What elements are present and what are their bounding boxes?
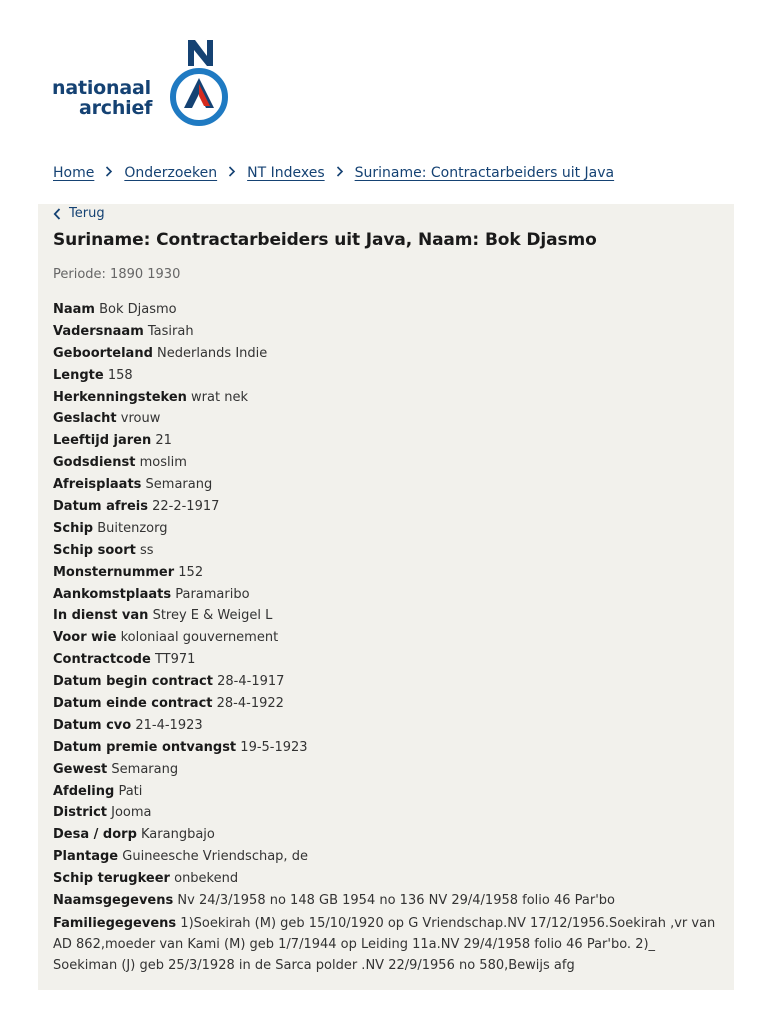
field-value: 28-4-1922 bbox=[216, 696, 284, 712]
nationaal-archief-logo[interactable] bbox=[52, 38, 232, 130]
field-label: Herkenningsteken bbox=[53, 389, 187, 405]
record-field bbox=[53, 715, 718, 737]
field-value: Bok Djasmo bbox=[99, 302, 177, 317]
field-label: Geslacht bbox=[53, 411, 117, 427]
field-label: Leeftijd jaren bbox=[53, 433, 152, 449]
record-panel bbox=[38, 204, 734, 990]
record-field bbox=[53, 562, 718, 584]
field-label: Monsternummer bbox=[53, 564, 175, 580]
breadcrumb bbox=[53, 160, 614, 186]
field-label: Schip terugkeer bbox=[53, 871, 170, 887]
record-field bbox=[53, 343, 718, 365]
field-label: Geboorteland bbox=[53, 345, 153, 361]
field-label: Vadersnaam bbox=[53, 323, 144, 339]
field-label: Afreisplaats bbox=[53, 477, 142, 493]
field-label: Gewest bbox=[53, 761, 108, 777]
field-label: Naamsgegevens bbox=[53, 893, 174, 909]
record-field bbox=[53, 365, 718, 387]
field-label: Desa / dorp bbox=[53, 827, 137, 843]
field-value: Strey E & Weigel L bbox=[152, 608, 273, 624]
field-value: koloniaal gouvernement bbox=[120, 630, 279, 646]
record-field bbox=[53, 671, 718, 693]
field-label: Datum premie ontvangst bbox=[53, 739, 237, 755]
record-field bbox=[53, 759, 718, 781]
field-label: Datum einde contract bbox=[53, 696, 213, 712]
field-label: District bbox=[53, 805, 107, 821]
field-value: Semarang bbox=[111, 761, 179, 777]
page-title: Suriname: Contractarbeiders uit Java, Naam: Bok Djasmo bbox=[53, 230, 597, 250]
field-label: Datum cvo bbox=[53, 717, 132, 733]
record-field bbox=[53, 518, 718, 540]
field-value: Paramaribo bbox=[175, 586, 250, 602]
record-field bbox=[53, 605, 718, 627]
field-label: Naam bbox=[53, 302, 95, 317]
field-value: ss bbox=[139, 542, 154, 558]
field-value: vrouw bbox=[120, 411, 161, 427]
field-label: Schip bbox=[53, 520, 94, 536]
field-value: 22-2-1917 bbox=[152, 499, 220, 515]
period-text: Periode: 1890 1930 bbox=[53, 267, 181, 282]
breadcrumb-current[interactable]: Suriname: Contractarbeiders uit Java bbox=[354, 165, 615, 181]
field-value: Semarang bbox=[145, 477, 213, 493]
field-label: Datum afreis bbox=[53, 499, 148, 515]
field-label: Godsdienst bbox=[53, 455, 136, 471]
record-field bbox=[53, 781, 718, 803]
breadcrumb-home[interactable]: Home bbox=[53, 165, 95, 181]
field-value: moslim bbox=[139, 455, 187, 471]
breadcrumb-onderzoeken[interactable]: Onderzoeken bbox=[124, 165, 218, 181]
field-label: Familiegegevens bbox=[53, 915, 177, 931]
field-label: Schip soort bbox=[53, 542, 136, 558]
logo-text-line1: nationaal bbox=[52, 77, 151, 99]
record-field bbox=[53, 890, 718, 912]
field-value: Nederlands Indie bbox=[157, 345, 268, 361]
field-label: In dienst van bbox=[53, 608, 149, 624]
field-label: Afdeling bbox=[53, 783, 115, 799]
field-value: Pati bbox=[118, 783, 143, 799]
field-label: Voor wie bbox=[53, 630, 117, 646]
record-field bbox=[53, 649, 718, 671]
field-value: 1)Soekirah (M) geb 15/10/1920 op G Vriendschap.NV 17/12/1956.Soekirah ,vr van AD 862,moeder van Kami (M) geb 1/7/1944 op Leiding 11a.NV 29/4/1958 folio 46 Par'bo. 2)_ Soekiman (J) geb 25/3/1928 in de Sarca polder .NV 22/9/1956 no 580,Bewijs afg bbox=[53, 915, 716, 973]
record-field bbox=[53, 321, 718, 343]
field-label: Lengte bbox=[53, 367, 104, 383]
field-value: 158 bbox=[107, 367, 133, 383]
field-value: 28-4-1917 bbox=[217, 674, 285, 690]
record-field bbox=[53, 846, 718, 868]
field-value: Karangbajo bbox=[141, 827, 215, 843]
field-value: 21 bbox=[155, 433, 172, 449]
chevron-right-icon bbox=[217, 165, 247, 181]
back-link[interactable] bbox=[53, 206, 105, 221]
field-label: Plantage bbox=[53, 849, 119, 865]
record-field bbox=[53, 299, 718, 321]
field-label: Datum begin contract bbox=[53, 674, 213, 690]
record-field bbox=[53, 584, 718, 606]
chevron-right-icon bbox=[94, 165, 124, 181]
record-field bbox=[53, 824, 718, 846]
record-field bbox=[53, 693, 718, 715]
record-field bbox=[53, 868, 718, 890]
record-field bbox=[53, 496, 718, 518]
field-value: Nv 24/3/1958 no 148 GB 1954 no 136 NV 29/4/1958 folio 46 Par'bo bbox=[177, 893, 616, 909]
chevron-right-icon bbox=[325, 165, 355, 181]
record-field bbox=[53, 408, 718, 430]
record-field bbox=[53, 387, 718, 409]
record-field bbox=[53, 802, 718, 824]
field-value: Guineesche Vriendschap, de bbox=[122, 849, 308, 865]
field-value: 21-4-1923 bbox=[135, 717, 203, 733]
field-value: Tasirah bbox=[147, 323, 194, 339]
field-value: TT971 bbox=[154, 652, 196, 668]
record-field bbox=[53, 540, 718, 562]
field-value: Buitenzorg bbox=[97, 520, 168, 536]
field-value: 152 bbox=[178, 564, 204, 580]
chevron-left-icon bbox=[53, 208, 61, 220]
logo-text-line2: archief bbox=[79, 97, 153, 119]
record-field bbox=[53, 912, 718, 976]
record-fields bbox=[53, 299, 718, 976]
record-field bbox=[53, 474, 718, 496]
field-value: Jooma bbox=[111, 805, 152, 821]
field-label: Contractcode bbox=[53, 652, 151, 668]
logo-emblem-icon bbox=[166, 38, 232, 130]
record-field bbox=[53, 737, 718, 759]
record-field bbox=[53, 452, 718, 474]
field-value: onbekend bbox=[174, 871, 239, 887]
field-value: 19-5-1923 bbox=[240, 739, 308, 755]
breadcrumb-nt-indexes[interactable]: NT Indexes bbox=[247, 165, 325, 181]
field-value: wrat nek bbox=[191, 389, 248, 405]
back-link-label: Terug bbox=[69, 206, 105, 221]
field-label: Aankomstplaats bbox=[53, 586, 172, 602]
record-field bbox=[53, 430, 718, 452]
record-field bbox=[53, 627, 718, 649]
